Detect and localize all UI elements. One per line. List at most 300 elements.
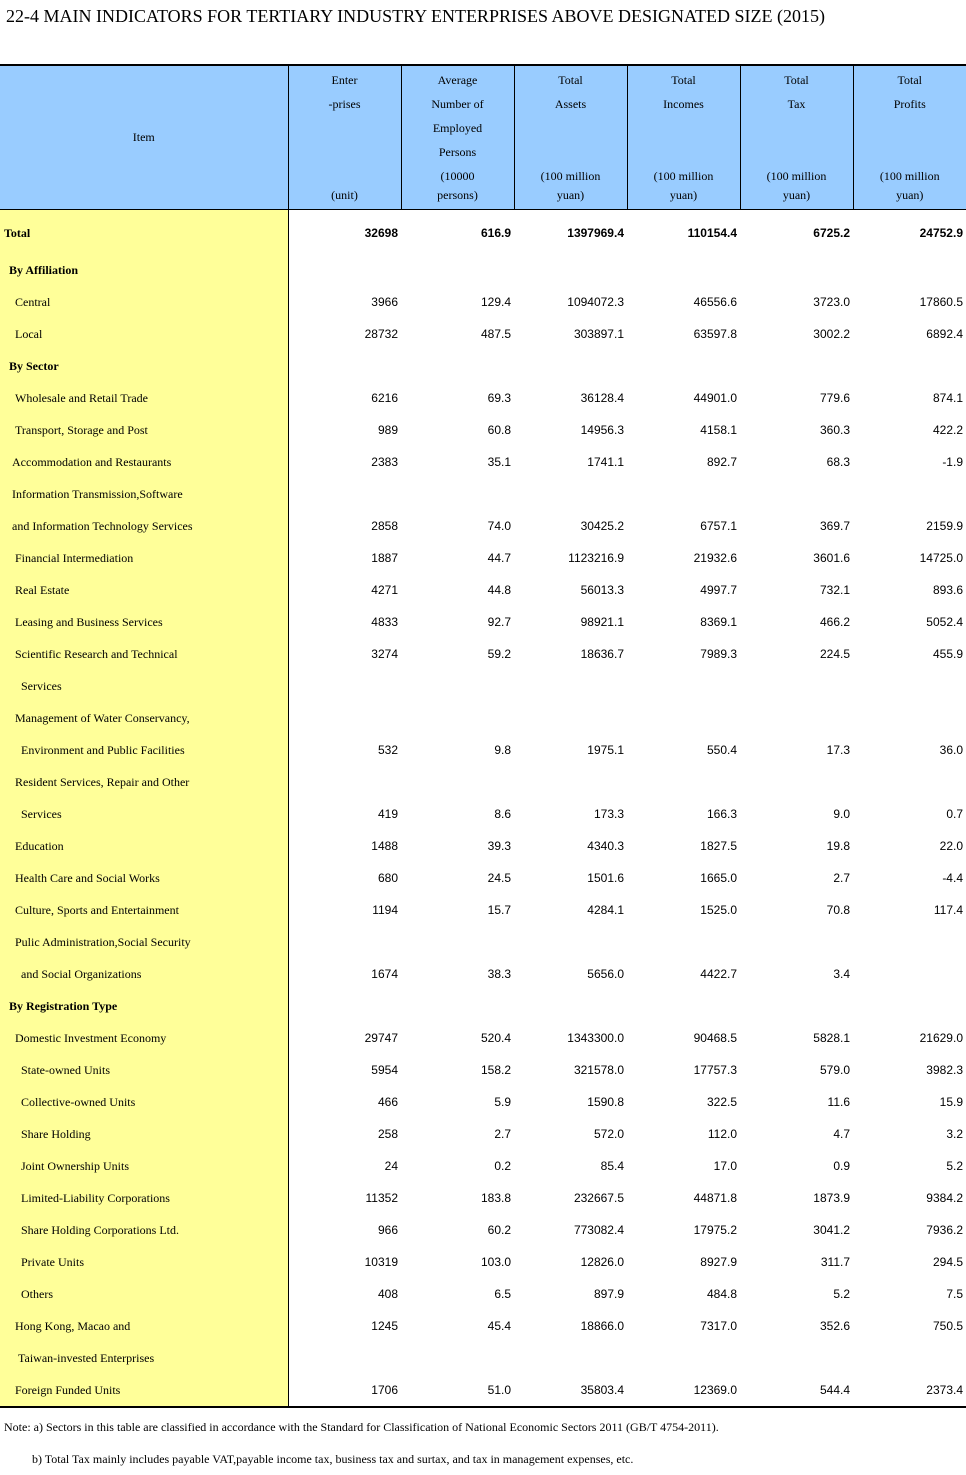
header-line: Total xyxy=(897,73,922,87)
cell-value: 4422.7 xyxy=(700,967,737,981)
cell-value: 44.8 xyxy=(487,583,511,597)
table-row xyxy=(0,414,966,446)
row-label: Environment and Public Facilities xyxy=(0,734,288,766)
header-row xyxy=(0,65,966,210)
cell-value: 9.0 xyxy=(833,807,850,821)
cell-value: 4833 xyxy=(371,615,398,629)
row-label: By Registration Type xyxy=(0,990,288,1022)
table-row xyxy=(0,1182,966,1214)
table-row xyxy=(0,1118,966,1150)
cell-value: 874.1 xyxy=(932,391,963,405)
cell-value: 897.9 xyxy=(593,1287,624,1301)
cell-value: 989 xyxy=(377,423,398,437)
cell-value: 2383 xyxy=(371,455,398,469)
cell-value: 7936.2 xyxy=(926,1223,963,1237)
cell-value xyxy=(514,478,627,510)
cell-value xyxy=(853,1342,966,1374)
cell-value xyxy=(514,670,627,702)
row-label: Resident Services, Repair and Other xyxy=(0,766,288,798)
cell-value: 9384.2 xyxy=(926,1191,963,1205)
cell-value: 232667.5 xyxy=(573,1191,624,1205)
cell-value: 3.2 xyxy=(946,1127,963,1141)
cell-value: 51.0 xyxy=(401,1374,514,1407)
cell-value: 74.0 xyxy=(487,519,511,533)
cell-value xyxy=(401,254,514,286)
header-unit: yuan) xyxy=(896,188,924,202)
column-header-item: Item xyxy=(0,65,288,210)
cell-value: 0.2 xyxy=(494,1159,511,1173)
row-label: Financial Intermediation xyxy=(0,542,288,574)
cell-value: 21932.6 xyxy=(693,551,737,565)
cell-value: 680 xyxy=(377,871,398,885)
cell-value xyxy=(853,766,966,798)
cell-value: 7317.0 xyxy=(700,1319,737,1333)
cell-value: 3041.2 xyxy=(813,1223,850,1237)
cell-value xyxy=(288,1342,401,1374)
cell-value: 112.0 xyxy=(707,1127,737,1141)
cell-value: 6216 xyxy=(371,391,398,405)
cell-value xyxy=(627,702,740,734)
cell-value: 14725.0 xyxy=(919,551,963,565)
row-label: Hong Kong, Macao and xyxy=(0,1310,288,1342)
cell-value: 90468.5 xyxy=(693,1031,737,1045)
cell-value xyxy=(740,766,853,798)
cell-value: 466 xyxy=(377,1095,398,1109)
cell-value: 5954 xyxy=(371,1063,398,1077)
row-label: Collective-owned Units xyxy=(0,1086,288,1118)
cell-value: 5828.1 xyxy=(813,1031,850,1045)
cell-value: 15.9 xyxy=(939,1095,963,1109)
table-row xyxy=(0,734,966,766)
cell-value: 68.3 xyxy=(826,455,850,469)
cell-value: 70.8 xyxy=(826,903,850,917)
header-line: (100 million xyxy=(879,169,940,183)
table-row xyxy=(0,670,966,702)
cell-value: 3274 xyxy=(371,647,398,661)
cell-value: 18866.0 xyxy=(580,1319,624,1333)
cell-value: 3982.3 xyxy=(926,1063,963,1077)
cell-value: 1501.6 xyxy=(587,871,624,885)
cell-value: 92.7 xyxy=(487,615,511,629)
table-row xyxy=(0,318,966,350)
cell-value xyxy=(401,702,514,734)
row-label: Management of Water Conservancy, xyxy=(0,702,288,734)
cell-value: 322.5 xyxy=(706,1095,737,1109)
row-label: Accommodation and Restaurants xyxy=(0,446,288,478)
cell-value: 12369.0 xyxy=(627,1374,740,1407)
cell-value xyxy=(740,1342,853,1374)
cell-value xyxy=(740,990,853,1022)
cell-value: 3.4 xyxy=(833,967,850,981)
cell-value: 1873.9 xyxy=(813,1191,850,1205)
header-unit: (unit) xyxy=(331,188,358,202)
cell-value: 1245 xyxy=(371,1319,398,1333)
cell-value: 2.7 xyxy=(833,871,850,885)
column-header-total-tax xyxy=(740,65,853,210)
cell-value: 966 xyxy=(377,1223,398,1237)
row-label: Share Holding xyxy=(0,1118,288,1150)
cell-value: 4340.3 xyxy=(587,839,624,853)
cell-value xyxy=(740,670,853,702)
cell-value: 6892.4 xyxy=(926,327,963,341)
cell-value: 303897.1 xyxy=(573,327,624,341)
cell-value xyxy=(401,670,514,702)
cell-value xyxy=(853,350,966,382)
cell-value: 487.5 xyxy=(480,327,511,341)
cell-value: 29747 xyxy=(364,1031,398,1045)
cell-value: 36128.4 xyxy=(580,391,624,405)
cell-value: 892.7 xyxy=(706,455,737,469)
column-header-employed-persons xyxy=(401,65,514,210)
cell-value: 484.8 xyxy=(706,1287,737,1301)
cell-value: 294.5 xyxy=(932,1255,963,1269)
header-line: (100 million xyxy=(540,169,601,183)
cell-value: 3002.2 xyxy=(813,327,850,341)
cell-value: 85.4 xyxy=(600,1159,624,1173)
cell-value: 14956.3 xyxy=(580,423,624,437)
cell-value: 466.2 xyxy=(819,615,850,629)
table-row xyxy=(0,766,966,798)
cell-value: 44871.8 xyxy=(693,1191,737,1205)
cell-value: 419 xyxy=(377,807,398,821)
cell-value: 1194 xyxy=(372,903,398,917)
cell-value: 17860.5 xyxy=(919,295,963,309)
cell-value: 779.6 xyxy=(819,391,850,405)
row-label: Private Units xyxy=(0,1246,288,1278)
table-row xyxy=(0,1150,966,1182)
table-row xyxy=(0,638,966,670)
row-label: and Social Organizations xyxy=(0,958,288,990)
cell-value: 258 xyxy=(377,1127,398,1141)
cell-value: 6757.1 xyxy=(700,519,737,533)
cell-value: 38.3 xyxy=(487,967,511,981)
cell-value: 17.3 xyxy=(826,743,850,757)
cell-value xyxy=(627,478,740,510)
cell-value xyxy=(853,670,966,702)
table-row xyxy=(0,1246,966,1278)
cell-value: 8.6 xyxy=(494,807,511,821)
cell-value: 1343300.0 xyxy=(567,1031,624,1045)
cell-value: 1741.1 xyxy=(587,455,624,469)
header-line: Persons xyxy=(438,145,477,159)
cell-value: 63597.8 xyxy=(693,327,737,341)
table-row xyxy=(0,830,966,862)
table-row xyxy=(0,990,966,1022)
cell-value xyxy=(401,990,514,1022)
row-label: By Affiliation xyxy=(0,254,288,286)
cell-value: 4.7 xyxy=(833,1127,850,1141)
table-row xyxy=(0,862,966,894)
cell-value xyxy=(514,254,627,286)
table-row xyxy=(0,1086,966,1118)
table-row xyxy=(0,1054,966,1086)
row-label: Limited-Liability Corporations xyxy=(0,1182,288,1214)
cell-value xyxy=(288,254,401,286)
row-label: Wholesale and Retail Trade xyxy=(0,382,288,414)
header-line xyxy=(628,116,740,140)
cell-value xyxy=(853,702,966,734)
cell-value: 360.3 xyxy=(819,423,850,437)
column-header-total-incomes xyxy=(627,65,740,210)
row-label: State-owned Units xyxy=(0,1054,288,1086)
cell-value: 224.5 xyxy=(819,647,850,661)
table-row xyxy=(0,1310,966,1342)
header-line: (10000 xyxy=(440,169,475,183)
table-row xyxy=(0,1214,966,1246)
cell-value: 129.4 xyxy=(480,295,511,309)
cell-value xyxy=(514,990,627,1022)
table-row xyxy=(0,1374,966,1407)
note-a: Note: a) Sectors in this table are classified in accordance with the Standard for Classification of National Economic Sectors 2011 (GB/T 4754-2011). xyxy=(4,1420,719,1434)
cell-value xyxy=(288,670,401,702)
row-label: Central xyxy=(0,286,288,318)
cell-value: 35.1 xyxy=(487,455,511,469)
row-label: Culture, Sports and Entertainment xyxy=(0,894,288,926)
cell-value: 3723.0 xyxy=(813,295,850,309)
header-line xyxy=(741,116,853,140)
cell-value: 24752.9 xyxy=(919,226,963,240)
cell-value xyxy=(627,766,740,798)
cell-value xyxy=(627,926,740,958)
cell-value xyxy=(627,350,740,382)
header-line: Total xyxy=(558,73,583,87)
cell-value: 17757.3 xyxy=(693,1063,737,1077)
cell-value: 21629.0 xyxy=(919,1031,963,1045)
row-label: Real Estate xyxy=(0,574,288,606)
cell-value: 11.6 xyxy=(827,1095,850,1109)
table-row xyxy=(0,542,966,574)
row-label: By Sector xyxy=(0,350,288,382)
cell-value xyxy=(514,1342,627,1374)
cell-value xyxy=(740,254,853,286)
cell-value: 422.2 xyxy=(932,423,963,437)
cell-value: 30425.2 xyxy=(580,519,624,533)
table-row xyxy=(0,894,966,926)
cell-value xyxy=(288,702,401,734)
cell-value xyxy=(401,926,514,958)
cell-value: 19.8 xyxy=(826,839,850,853)
cell-value: 773082.4 xyxy=(573,1223,624,1237)
cell-value: 17975.2 xyxy=(693,1223,737,1237)
cell-value: 369.7 xyxy=(819,519,850,533)
cell-value xyxy=(740,478,853,510)
row-label: Scientific Research and Technical xyxy=(0,638,288,670)
header-line xyxy=(854,116,966,140)
column-header-enterprises xyxy=(288,65,401,210)
cell-value: 5.9 xyxy=(494,1095,511,1109)
row-label: Taiwan-invested Enterprises xyxy=(0,1342,288,1374)
header-line: Assets xyxy=(554,97,587,111)
cell-value: 45.4 xyxy=(487,1319,511,1333)
table-row xyxy=(0,446,966,478)
cell-value: 2858 xyxy=(371,519,398,533)
cell-value: 4271 xyxy=(371,583,398,597)
cell-value: 8369.1 xyxy=(700,615,737,629)
cell-value xyxy=(288,766,401,798)
cell-value: 5052.4 xyxy=(926,615,963,629)
cell-value xyxy=(401,350,514,382)
cell-value: 5.2 xyxy=(946,1159,963,1173)
cell-value: 158.2 xyxy=(480,1063,511,1077)
table-row xyxy=(0,958,966,990)
cell-value: 1397969.4 xyxy=(567,226,624,240)
cell-value: 1975.1 xyxy=(587,743,624,757)
cell-value xyxy=(288,478,401,510)
table-row xyxy=(0,350,966,382)
header-line xyxy=(515,140,627,164)
cell-value: 56013.3 xyxy=(580,583,624,597)
cell-value xyxy=(401,478,514,510)
cell-value xyxy=(853,990,966,1022)
cell-value: 4158.1 xyxy=(700,423,737,437)
cell-value xyxy=(853,958,966,990)
cell-value: 18636.7 xyxy=(580,647,624,661)
header-line: Incomes xyxy=(663,97,704,111)
header-unit: yuan) xyxy=(669,188,698,202)
cell-value: 28732 xyxy=(364,327,398,341)
header-line: (100 million xyxy=(766,169,827,183)
cell-value: 36.0 xyxy=(939,743,963,757)
row-label: Joint Ownership Units xyxy=(0,1150,288,1182)
cell-value: 4284.1 xyxy=(587,903,624,917)
cell-value xyxy=(401,766,514,798)
header-line: Total xyxy=(784,73,809,87)
header-line: Average xyxy=(437,73,478,87)
header-line: Total xyxy=(671,73,696,87)
row-label: Share Holding Corporations Ltd. xyxy=(0,1214,288,1246)
cell-value: 44.7 xyxy=(487,551,511,565)
cell-value: 1488 xyxy=(371,839,398,853)
cell-value: 352.6 xyxy=(819,1319,850,1333)
cell-value: 11352 xyxy=(365,1191,398,1205)
cell-value: 2.7 xyxy=(494,1127,511,1141)
table-row xyxy=(0,210,966,255)
row-label: Total xyxy=(0,210,288,255)
cell-value: 0.9 xyxy=(833,1159,850,1173)
column-header-total-assets xyxy=(514,65,627,210)
cell-value: 183.8 xyxy=(480,1191,511,1205)
cell-value: 98921.1 xyxy=(580,615,624,629)
cell-value: 24.5 xyxy=(487,871,511,885)
cell-value: 17.0 xyxy=(713,1159,737,1173)
header-line: Employed xyxy=(432,121,483,135)
cell-value xyxy=(627,670,740,702)
header-unit: persons) xyxy=(437,188,478,202)
cell-value: 579.0 xyxy=(819,1063,850,1077)
cell-value: 408 xyxy=(377,1287,398,1301)
header-line: (100 million xyxy=(653,169,714,183)
row-label: Services xyxy=(0,798,288,830)
header-unit: yuan) xyxy=(556,188,585,202)
row-label: Leasing and Business Services xyxy=(0,606,288,638)
cell-value: 173.3 xyxy=(593,807,624,821)
cell-value: 732.1 xyxy=(819,583,850,597)
cell-value xyxy=(740,350,853,382)
cell-value xyxy=(740,702,853,734)
cell-value xyxy=(514,766,627,798)
header-line: -prises xyxy=(328,97,361,111)
cell-value xyxy=(514,350,627,382)
cell-value: 5656.0 xyxy=(587,967,624,981)
cell-value: 455.9 xyxy=(932,647,963,661)
cell-value xyxy=(627,254,740,286)
table-row xyxy=(0,286,966,318)
indicators-table xyxy=(0,64,966,1408)
cell-value: 22.0 xyxy=(939,839,963,853)
cell-value: 1590.8 xyxy=(587,1095,624,1109)
cell-value: 550.4 xyxy=(706,743,737,757)
table-row xyxy=(0,1342,966,1374)
cell-value xyxy=(514,702,627,734)
cell-value: 24 xyxy=(384,1159,398,1173)
cell-value: 2373.4 xyxy=(853,1374,966,1407)
cell-value: 7.5 xyxy=(946,1287,963,1301)
cell-value: 35803.4 xyxy=(514,1374,627,1407)
cell-value: -1.9 xyxy=(942,455,963,469)
cell-value: 1887 xyxy=(371,551,398,565)
table-row xyxy=(0,702,966,734)
column-header-total-profits xyxy=(853,65,966,210)
cell-value: 39.3 xyxy=(487,839,511,853)
header-line: Number of xyxy=(431,97,484,111)
header-line xyxy=(515,116,627,140)
cell-value: 10319 xyxy=(364,1255,398,1269)
cell-value: 1123216.9 xyxy=(568,551,624,565)
cell-value xyxy=(853,254,966,286)
cell-value: 69.3 xyxy=(487,391,511,405)
cell-value: 44901.0 xyxy=(693,391,737,405)
cell-value xyxy=(288,926,401,958)
row-label: Transport, Storage and Post xyxy=(0,414,288,446)
cell-value xyxy=(740,926,853,958)
cell-value xyxy=(853,926,966,958)
table-row xyxy=(0,1278,966,1310)
row-label: Services xyxy=(0,670,288,702)
cell-value: 110154.4 xyxy=(687,226,737,240)
cell-value: -4.4 xyxy=(942,871,963,885)
cell-value: 32698 xyxy=(364,226,398,240)
header-line xyxy=(628,140,740,164)
cell-value: 1665.0 xyxy=(700,871,737,885)
cell-value xyxy=(288,990,401,1022)
table-row xyxy=(0,574,966,606)
cell-value: 15.7 xyxy=(487,903,511,917)
row-label: Pulic Administration,Social Security xyxy=(0,926,288,958)
cell-value: 532 xyxy=(377,743,398,757)
cell-value: 9.8 xyxy=(494,743,511,757)
header-line: Profits xyxy=(893,97,926,111)
cell-value: 5.2 xyxy=(833,1287,850,1301)
cell-value xyxy=(627,990,740,1022)
table-row xyxy=(0,510,966,542)
cell-value: 6.5 xyxy=(494,1287,511,1301)
header-line: Tax xyxy=(787,97,806,111)
row-label: Local xyxy=(0,318,288,350)
cell-value: 321578.0 xyxy=(573,1063,624,1077)
note-b: b) Total Tax mainly includes payable VAT,payable income tax, business tax and surtax, and tax in management expenses, etc. xyxy=(32,1452,634,1466)
cell-value xyxy=(627,1342,740,1374)
cell-value: 1525.0 xyxy=(700,903,737,917)
cell-value: 59.2 xyxy=(487,647,511,661)
cell-value: 117.4 xyxy=(933,903,963,917)
header-line xyxy=(854,140,966,164)
row-label: Others xyxy=(0,1278,288,1310)
cell-value: 520.4 xyxy=(480,1031,511,1045)
cell-value xyxy=(514,926,627,958)
cell-value: 1094072.3 xyxy=(567,295,624,309)
cell-value: 893.6 xyxy=(932,583,963,597)
cell-value: 46556.6 xyxy=(693,295,737,309)
